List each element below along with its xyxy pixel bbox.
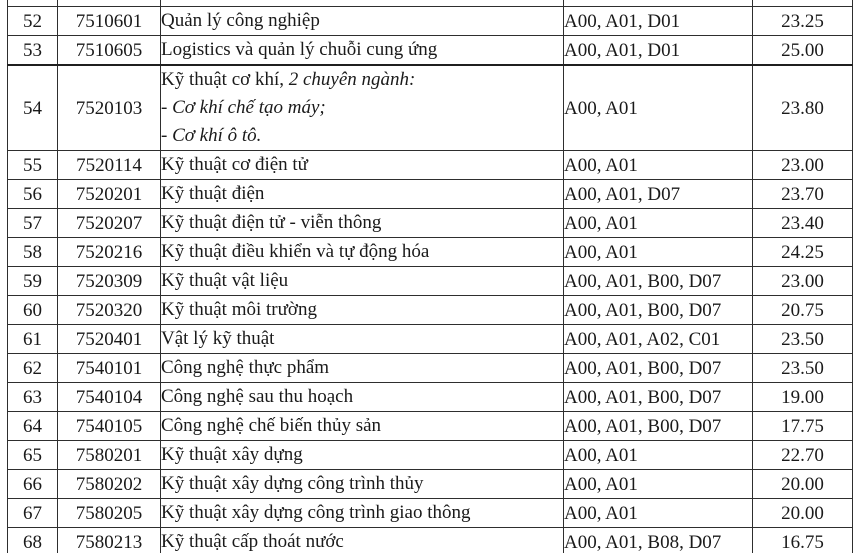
- cell-benchmark-score: 23.80: [753, 65, 853, 151]
- table-row: [8, 499, 853, 528]
- table-row: [8, 441, 853, 470]
- table-row: [8, 354, 853, 383]
- cell-major-name: [161, 151, 564, 180]
- cell-row-number: 58: [8, 238, 58, 267]
- major-name-line: [161, 151, 563, 179]
- cell-major-name: [161, 528, 564, 553]
- cell-row-number: 53: [8, 36, 58, 66]
- cell-benchmark-score: 23.50: [753, 325, 853, 354]
- cell-subject-combinations: A00, A01: [564, 65, 753, 151]
- cell-major-code: 7540105: [58, 412, 161, 441]
- cell-major-code: 7540104: [58, 383, 161, 412]
- major-name-segment: Kỹ thuật điều khiển và tự động hóa: [161, 241, 430, 262]
- major-name-line: [161, 528, 563, 553]
- major-name-segment: Kỹ thuật môi trường: [161, 299, 317, 320]
- cell-subject-combinations: A00, A01: [564, 151, 753, 180]
- cell-major-name: [161, 383, 564, 412]
- table-row: [8, 180, 853, 209]
- cell-major-name: [161, 354, 564, 383]
- cell-benchmark-score: 19.00: [753, 383, 853, 412]
- cell-major-code: 7540101: [58, 354, 161, 383]
- cell-subject-combinations: A00, A01, B00, D07: [564, 296, 753, 325]
- cell-benchmark-score: 25.00: [753, 36, 853, 66]
- cell-subject-combinations: A00, A01, D01: [564, 7, 753, 36]
- major-name-line: [161, 499, 563, 527]
- cell-major-code: 7520207: [58, 209, 161, 238]
- major-name-segment: - Cơ khí chế tạo máy;: [161, 97, 326, 118]
- cell-row-number: 67: [8, 499, 58, 528]
- major-name-segment: Kỹ thuật xây dựng công trình thủy: [161, 473, 424, 494]
- cell-row-number: 64: [8, 412, 58, 441]
- table-row: [8, 470, 853, 499]
- cell-benchmark-score: 23.00: [753, 151, 853, 180]
- major-name-segment: Kỹ thuật điện: [161, 183, 265, 204]
- major-name-line: [161, 296, 563, 324]
- cell-benchmark-score: 24.25: [753, 238, 853, 267]
- table-row: [8, 267, 853, 296]
- major-name-line: [161, 412, 563, 440]
- cell-major-name: [161, 209, 564, 238]
- admission-table-wrap: [7, 0, 853, 553]
- major-name-segment: Logistics và quản lý chuỗi cung ứng: [161, 39, 438, 60]
- major-name-line: [161, 354, 563, 382]
- table-row: [8, 528, 853, 553]
- cell-subject-combinations: A00, A01, D01: [564, 36, 753, 66]
- major-name-segment: Kỹ thuật điện tử - viễn thông: [161, 212, 382, 233]
- cell-row-number: 56: [8, 180, 58, 209]
- major-name-segment: Công nghệ thực phẩm: [161, 357, 330, 378]
- cell-benchmark-score: 23.25: [753, 7, 853, 36]
- major-name-line: [161, 94, 563, 122]
- table-row: [8, 65, 853, 151]
- cell-row-number: 55: [8, 151, 58, 180]
- major-name-segment: Kỹ thuật xây dựng: [161, 444, 303, 465]
- cell-major-code: 7520114: [58, 151, 161, 180]
- cell-benchmark-score: 22.70: [753, 441, 853, 470]
- cell-major-name: [161, 499, 564, 528]
- table-row: [8, 151, 853, 180]
- major-name-line: [161, 325, 563, 353]
- table-row: [8, 412, 853, 441]
- table-body: [8, 0, 853, 553]
- cell-major-code: 7580201: [58, 441, 161, 470]
- major-name-line: [161, 267, 563, 295]
- cell-major-name: [161, 441, 564, 470]
- cell-benchmark-score: 23.00: [753, 267, 853, 296]
- cell-subject-combinations: A00, A01, B00, D07: [564, 412, 753, 441]
- major-name-line: [161, 441, 563, 469]
- cell-major-name: [161, 65, 564, 151]
- table-row: [8, 209, 853, 238]
- major-name-segment: Công nghệ sau thu hoạch: [161, 386, 354, 407]
- cell-row-number: 65: [8, 441, 58, 470]
- cell-subject-combinations: A00, A01: [564, 238, 753, 267]
- major-name-segment: Kỹ thuật cơ điện tử: [161, 154, 308, 175]
- major-name-segment: Kỹ thuật cấp thoát nước: [161, 531, 344, 552]
- cell-benchmark-score: 17.75: [753, 412, 853, 441]
- cell-row-number: 60: [8, 296, 58, 325]
- major-name-line: [161, 180, 563, 208]
- major-name-line: [161, 7, 563, 35]
- cell-benchmark-score: 23.70: [753, 180, 853, 209]
- table-row: [8, 325, 853, 354]
- cell-subject-combinations: A00, A01, B00, D07: [564, 354, 753, 383]
- cell-major-name: [161, 36, 564, 66]
- cell-major-name: [161, 7, 564, 36]
- major-name-line: [161, 122, 563, 150]
- cell-row-number: 54: [8, 65, 58, 151]
- admission-scores-table: [7, 0, 853, 553]
- cell-major-code: 7520201: [58, 180, 161, 209]
- table-row: [8, 296, 853, 325]
- table-row: [8, 383, 853, 412]
- cell-major-name: [161, 238, 564, 267]
- cell-major-code: 7520320: [58, 296, 161, 325]
- table-row: [8, 36, 853, 66]
- cell-subject-combinations: A00, A01: [564, 441, 753, 470]
- major-name-line: [161, 470, 563, 498]
- major-name-segment: Kỹ thuật vật liệu: [161, 270, 289, 291]
- major-name-segment: - Cơ khí ô tô.: [161, 125, 262, 146]
- table-row: [8, 7, 853, 36]
- cell-subject-combinations: A00, A01, D07: [564, 180, 753, 209]
- cell-row-number: 66: [8, 470, 58, 499]
- major-name-line: [161, 66, 563, 94]
- cell-subject-combinations: A00, A01: [564, 209, 753, 238]
- cell-major-code: 7580213: [58, 528, 161, 553]
- cell-subject-combinations: A00, A01, B00, D07: [564, 267, 753, 296]
- major-name-line: [161, 36, 563, 64]
- cell-row-number: 57: [8, 209, 58, 238]
- cell-major-code: 7520401: [58, 325, 161, 354]
- cell-major-code: 7510601: [58, 7, 161, 36]
- cell-major-name: [161, 180, 564, 209]
- cell-benchmark-score: 23.40: [753, 209, 853, 238]
- cell-major-name: [161, 470, 564, 499]
- cell-row-number: 59: [8, 267, 58, 296]
- major-name-line: [161, 209, 563, 237]
- cell-major-name: [161, 325, 564, 354]
- major-name-segment: Kỹ thuật cơ khí,: [161, 69, 289, 90]
- major-name-line: [161, 383, 563, 411]
- cell-major-code: 7510605: [58, 36, 161, 66]
- cell-benchmark-score: 23.50: [753, 354, 853, 383]
- cell-major-name: [161, 267, 564, 296]
- major-name-segment: Vật lý kỹ thuật: [161, 328, 275, 349]
- cell-major-code: 7520103: [58, 65, 161, 151]
- cell-row-number: 62: [8, 354, 58, 383]
- cell-row-number: 68: [8, 528, 58, 553]
- cell-subject-combinations: A00, A01, B08, D07: [564, 528, 753, 553]
- major-name-segment: Công nghệ chế biến thủy sản: [161, 415, 382, 436]
- major-name-segment: 2 chuyên ngành:: [288, 69, 416, 90]
- cell-row-number: 63: [8, 383, 58, 412]
- cell-row-number: 61: [8, 325, 58, 354]
- cell-major-name: [161, 296, 564, 325]
- cell-subject-combinations: A00, A01, A02, C01: [564, 325, 753, 354]
- major-name-segment: Quản lý công nghiệp: [161, 10, 320, 31]
- cell-major-code: 7580205: [58, 499, 161, 528]
- table-row: [8, 238, 853, 267]
- cell-benchmark-score: 20.00: [753, 470, 853, 499]
- cell-subject-combinations: A00, A01, B00, D07: [564, 383, 753, 412]
- cell-benchmark-score: 20.00: [753, 499, 853, 528]
- cell-subject-combinations: A00, A01: [564, 499, 753, 528]
- cell-row-number: 52: [8, 7, 58, 36]
- cell-subject-combinations: A00, A01: [564, 470, 753, 499]
- cell-major-code: 7520216: [58, 238, 161, 267]
- cell-major-name: [161, 412, 564, 441]
- cell-benchmark-score: 16.75: [753, 528, 853, 553]
- cell-benchmark-score: 20.75: [753, 296, 853, 325]
- cell-major-code: 7580202: [58, 470, 161, 499]
- cell-major-code: 7520309: [58, 267, 161, 296]
- major-name-line: [161, 238, 563, 266]
- major-name-segment: Kỹ thuật xây dựng công trình giao thông: [161, 502, 471, 523]
